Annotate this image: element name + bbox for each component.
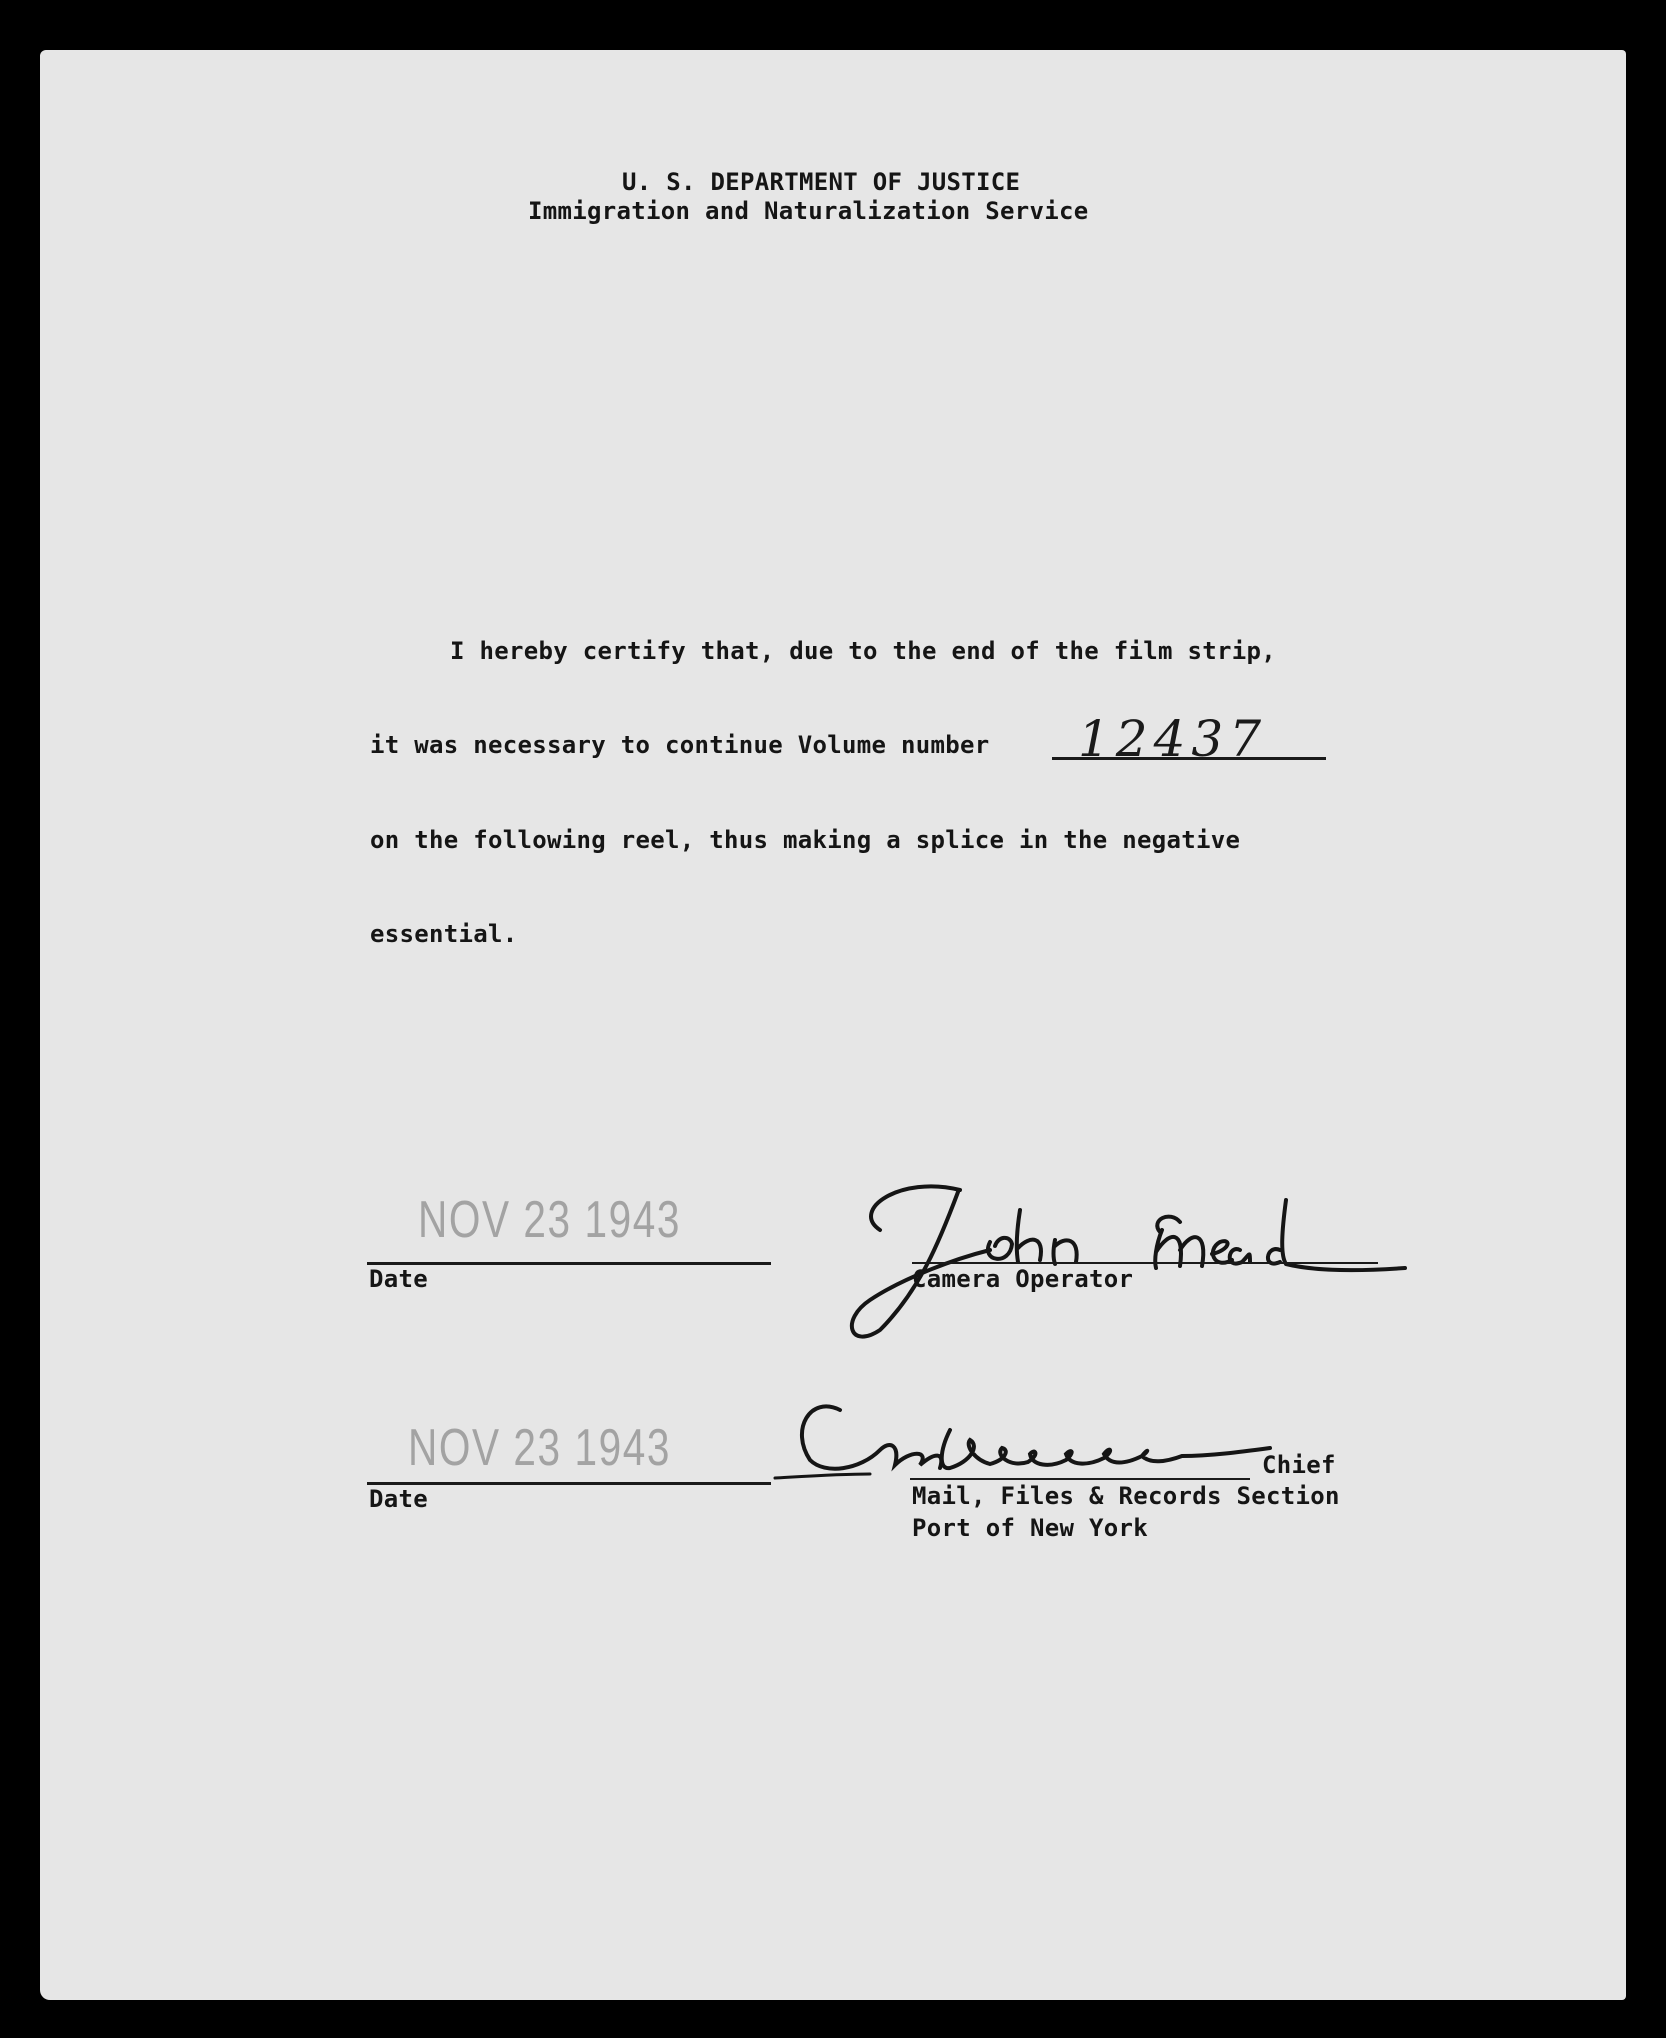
date-label-2: Date [369,1485,428,1513]
header-department: U. S. DEPARTMENT OF JUSTICE [622,168,1021,196]
body-line-2: it was necessary to continue Volume number [370,731,990,759]
chief-label: Chief [1262,1451,1336,1479]
header-service: Immigration and Naturalization Service [528,197,1089,225]
port-of-new-york-label: Port of New York [912,1514,1148,1542]
signature-line-1 [912,1262,1378,1264]
document-page [40,50,1626,2000]
date-stamp-1: NOV 23 1943 [418,1191,681,1249]
date-label-1: Date [369,1265,428,1293]
camera-operator-label: Camera Operator [912,1265,1134,1293]
volume-number-handwritten: 12437 [1078,710,1268,768]
signature-line-2 [910,1478,1250,1480]
body-line-4: essential. [370,920,518,948]
mail-files-records-label: Mail, Files & Records Section [912,1482,1340,1510]
body-line-1: I hereby certify that, due to the end of the film strip, [450,637,1276,665]
date-stamp-2: NOV 23 1943 [408,1419,671,1477]
body-line-3: on the following reel, thus making a splice in the negative [370,826,1241,854]
